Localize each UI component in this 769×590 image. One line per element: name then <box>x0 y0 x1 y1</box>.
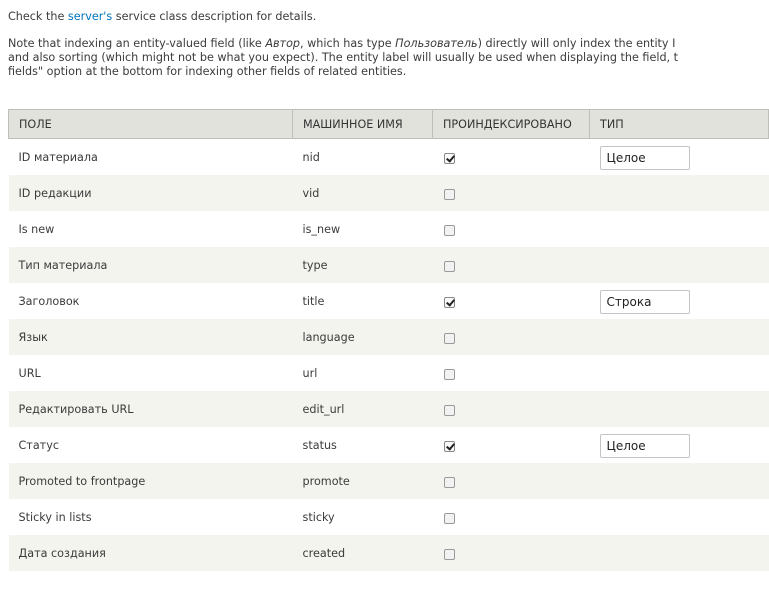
intro-suffix: service class description for details. <box>112 10 317 23</box>
intro-prefix: Check the <box>8 10 68 23</box>
field-label: URL <box>9 355 293 391</box>
type-cell <box>590 319 769 355</box>
indexed-checkbox[interactable] <box>444 477 455 488</box>
field-machine-name: created <box>293 535 433 571</box>
column-header-field: ПОЛЕ <box>9 110 293 139</box>
note-entity-example: Автор <box>265 37 301 50</box>
intro-text <box>8 10 768 24</box>
server-link[interactable]: server's <box>67 10 113 23</box>
note-line-2: and also sorting (which might not be what you expect). The entity label will usually be used when displaying the field, t <box>8 51 679 64</box>
column-header-machine-name: МАШИННОЕ ИМЯ <box>293 110 433 139</box>
field-label: Язык <box>9 319 293 355</box>
indexed-cell <box>433 319 590 355</box>
indexed-checkbox[interactable] <box>444 333 455 344</box>
field-label: Promoted to frontpage <box>9 463 293 499</box>
field-machine-name: nid <box>293 139 433 176</box>
field-label: Заголовок <box>9 283 293 319</box>
indexed-cell <box>433 175 590 211</box>
field-machine-name: promote <box>293 463 433 499</box>
indexed-cell <box>433 139 590 176</box>
table-row <box>9 319 769 355</box>
indexed-checkbox[interactable] <box>444 513 455 524</box>
table-row <box>9 139 769 176</box>
indexed-checkbox[interactable] <box>444 369 455 380</box>
indexed-checkbox[interactable] <box>444 297 455 308</box>
field-machine-name: url <box>293 355 433 391</box>
type-select[interactable]: Целое <box>600 434 690 458</box>
column-header-indexed: ПРОИНДЕКСИРОВАНО <box>433 110 590 139</box>
indexed-checkbox[interactable] <box>444 225 455 236</box>
type-cell <box>590 463 769 499</box>
indexed-checkbox[interactable] <box>444 153 455 164</box>
indexed-checkbox[interactable] <box>444 441 455 452</box>
indexed-cell <box>433 283 590 319</box>
field-machine-name: vid <box>293 175 433 211</box>
field-machine-name: sticky <box>293 499 433 535</box>
fields-table <box>8 109 769 571</box>
field-label: ID материала <box>9 139 293 176</box>
table-row <box>9 211 769 247</box>
indexed-checkbox[interactable] <box>444 549 455 560</box>
type-cell <box>590 283 769 319</box>
note-line-3: fields" option at the bottom for indexing other fields of related entities. <box>8 65 407 78</box>
type-select[interactable]: Строка <box>600 290 690 314</box>
indexed-checkbox[interactable] <box>444 189 455 200</box>
type-cell <box>590 247 769 283</box>
field-machine-name: language <box>293 319 433 355</box>
table-row <box>9 391 769 427</box>
indexed-cell <box>433 391 590 427</box>
indexed-cell <box>433 355 590 391</box>
table-row <box>9 175 769 211</box>
field-label: Sticky in lists <box>9 499 293 535</box>
type-cell <box>590 355 769 391</box>
field-label: Редактировать URL <box>9 391 293 427</box>
indexed-cell <box>433 535 590 571</box>
field-label: Тип материала <box>9 247 293 283</box>
type-cell <box>590 139 769 176</box>
note-text: ) directly will only index the entity I <box>477 37 676 50</box>
type-select[interactable]: Целое <box>600 146 690 170</box>
note-text: Note that indexing an entity-valued field (like <box>8 37 266 50</box>
type-cell <box>590 175 769 211</box>
type-cell <box>590 391 769 427</box>
table-row <box>9 499 769 535</box>
field-machine-name: title <box>293 283 433 319</box>
note-text: , which has type <box>300 37 396 50</box>
indexed-checkbox[interactable] <box>444 261 455 272</box>
indexed-cell <box>433 211 590 247</box>
field-machine-name: edit_url <box>293 391 433 427</box>
table-header-row <box>9 110 769 139</box>
field-label: Is new <box>9 211 293 247</box>
table-row <box>9 247 769 283</box>
type-cell <box>590 535 769 571</box>
type-cell <box>590 427 769 463</box>
field-machine-name: is_new <box>293 211 433 247</box>
indexed-cell <box>433 499 590 535</box>
note-entity-type: Пользователь <box>395 37 478 50</box>
indexed-checkbox[interactable] <box>444 405 455 416</box>
indexed-cell <box>433 427 590 463</box>
column-header-type: ТИП <box>590 110 769 139</box>
field-label: Дата создания <box>9 535 293 571</box>
note-line-1 <box>8 37 768 51</box>
type-cell <box>590 499 769 535</box>
field-machine-name: status <box>293 427 433 463</box>
table-row <box>9 283 769 319</box>
fields-table-wrapper <box>8 109 768 571</box>
indexing-note <box>8 37 768 79</box>
field-label: ID редакции <box>9 175 293 211</box>
table-row <box>9 355 769 391</box>
indexed-cell <box>433 463 590 499</box>
table-row <box>9 535 769 571</box>
type-cell <box>590 211 769 247</box>
field-machine-name: type <box>293 247 433 283</box>
indexed-cell <box>433 247 590 283</box>
table-row <box>9 463 769 499</box>
table-row <box>9 427 769 463</box>
field-label: Статус <box>9 427 293 463</box>
